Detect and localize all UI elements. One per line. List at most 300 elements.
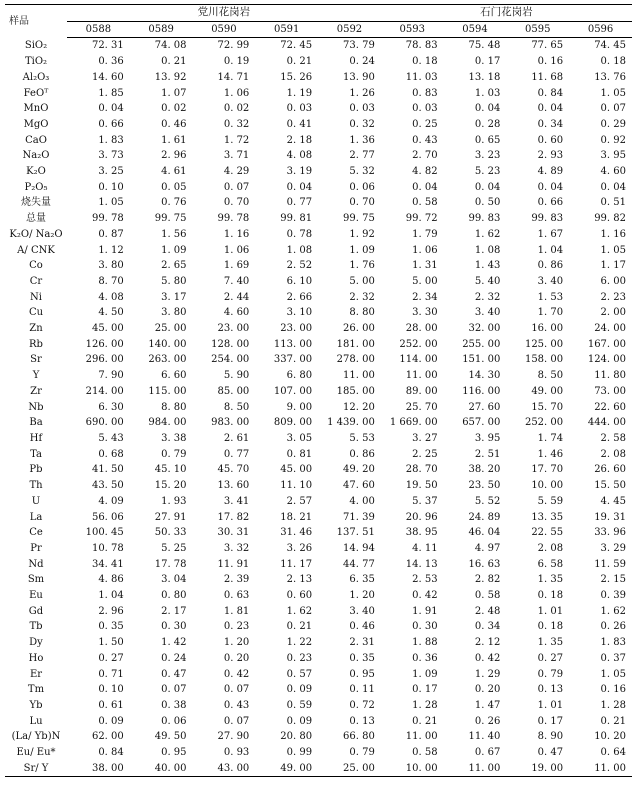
table-cell: 6. 35 (349, 574, 375, 586)
table-cell: 0. 09 (286, 684, 313, 696)
table-row (5, 384, 632, 400)
table-cell: 167. 00 (587, 338, 626, 350)
table-cell: 0. 64 (600, 747, 626, 759)
table-cell: 0. 42 (412, 590, 438, 602)
table-cell: 0. 58 (412, 747, 438, 759)
table-cell: 1. 28 (412, 699, 438, 711)
table-cell: 23. 00 (280, 323, 313, 335)
table-cell: 1. 67 (537, 228, 564, 240)
table-cell: 0. 06 (161, 715, 187, 727)
table-cell: 18. 21 (280, 511, 313, 523)
sample-label-header: 样品 (5, 5, 67, 38)
row-label: Na₂O (22, 150, 50, 162)
table-cell: 0. 05 (161, 181, 187, 193)
table-cell: 0. 86 (537, 260, 564, 272)
table-cell: 1. 19 (286, 87, 313, 99)
table-cell: 2. 12 (474, 637, 501, 649)
table-cell: 3. 19 (286, 166, 313, 178)
table-row (5, 54, 632, 70)
table-cell: 1 669. 00 (389, 417, 438, 429)
table-cell: 1. 35 (537, 637, 564, 649)
table-cell: 0. 93 (223, 747, 250, 759)
table-cell: 140. 00 (148, 338, 187, 350)
row-label: Nb (28, 401, 44, 413)
table-cell: 2. 58 (600, 432, 626, 444)
table-cell: 6. 10 (286, 275, 313, 287)
table-cell: 12. 20 (343, 401, 375, 413)
table-cell: 17. 82 (217, 511, 250, 523)
table-cell: 11. 91 (217, 558, 250, 570)
table-row (5, 651, 632, 667)
table-row (5, 525, 632, 541)
table-cell: 34. 41 (91, 558, 124, 570)
row-label: Dy (29, 637, 43, 649)
table-cell: 8. 70 (98, 275, 124, 287)
table-cell: 1. 09 (349, 244, 375, 256)
table-row (5, 431, 632, 447)
table-cell: 26. 60 (594, 464, 626, 476)
table-row (5, 447, 632, 463)
table-cell: 3. 25 (98, 166, 124, 178)
table-cell: 2. 08 (537, 542, 564, 554)
row-label: Zr (30, 385, 42, 397)
table-cell: 0. 32 (223, 118, 250, 130)
table-cell: 3. 05 (286, 432, 313, 444)
table-cell: 2. 34 (412, 291, 438, 303)
sample-id-header: 0595 (506, 21, 569, 38)
row-label: K₂O (26, 166, 46, 178)
table-cell: 28. 00 (405, 323, 438, 335)
table-cell: 0. 03 (286, 103, 313, 115)
table-cell: 1. 04 (98, 590, 124, 602)
table-cell: 17. 78 (154, 558, 187, 570)
table-cell: 3. 40 (474, 307, 501, 319)
row-label: Ba (29, 417, 43, 429)
table-cell: 62. 00 (91, 731, 124, 743)
table-cell: 0. 10 (98, 684, 124, 696)
table-cell: 11. 00 (405, 731, 438, 743)
table-cell: 2. 39 (223, 574, 250, 586)
row-label: MgO (23, 118, 49, 130)
table-cell: 15. 50 (594, 480, 626, 492)
table-cell: 0. 76 (161, 197, 187, 209)
table-cell: 7. 90 (98, 370, 124, 382)
table-cell: 2. 65 (161, 260, 187, 272)
table-cell: 4. 60 (223, 307, 250, 319)
table-cell: 3. 95 (474, 432, 501, 444)
table-row (5, 494, 632, 510)
table-cell: 2. 53 (412, 574, 438, 586)
table-cell: 24. 00 (594, 323, 626, 335)
table-cell: 3. 40 (537, 275, 564, 287)
row-label: K₂O/ Na₂O (9, 228, 63, 240)
table-cell: 89. 00 (405, 385, 438, 397)
table-cell: 1. 05 (600, 244, 626, 256)
table-cell: 0. 66 (98, 118, 124, 130)
row-label: Hf (29, 432, 43, 444)
table-cell: 2. 08 (600, 448, 626, 460)
table-cell: 0. 21 (286, 621, 313, 633)
table-cell: 0. 04 (474, 103, 501, 115)
table-row (5, 572, 632, 588)
table-cell: 3. 10 (286, 307, 313, 319)
table-cell: 0. 20 (223, 652, 250, 664)
table-cell: 45. 70 (217, 464, 250, 476)
table-cell: 0. 17 (412, 684, 438, 696)
table-cell: 2. 00 (600, 307, 626, 319)
table-cell: 263. 00 (148, 354, 187, 366)
table-row (5, 635, 632, 651)
table-row (5, 117, 632, 133)
table-cell: 0. 87 (98, 228, 124, 240)
table-cell: 0. 35 (98, 621, 124, 633)
table-cell: 4. 08 (98, 291, 124, 303)
table-body (5, 38, 632, 777)
table-cell: 100. 45 (85, 527, 124, 539)
table-cell: 43. 00 (193, 761, 256, 777)
row-label: CaO (25, 134, 47, 146)
table-cell: 24. 89 (468, 511, 501, 523)
table-cell: 1. 17 (600, 260, 626, 272)
table-cell: 2. 57 (286, 495, 313, 507)
table-cell: 0. 60 (537, 134, 564, 146)
table-cell: 124. 00 (587, 354, 626, 366)
table-row (5, 243, 632, 259)
table-row (5, 164, 632, 180)
table-cell: 2. 51 (474, 448, 501, 460)
table-cell: 6. 58 (537, 558, 564, 570)
table-cell: 984. 00 (148, 417, 187, 429)
group-header-dangchuan: 党川花岗岩 (67, 5, 381, 22)
table-row (5, 101, 632, 117)
table-cell: 0. 37 (600, 652, 626, 664)
table-cell: 0. 16 (537, 56, 564, 68)
table-cell: 0. 83 (412, 87, 438, 99)
row-label: TiO₂ (24, 56, 48, 68)
table-cell: 44. 77 (343, 558, 375, 570)
row-label: Th (29, 480, 43, 492)
table-cell: 1. 76 (349, 260, 375, 272)
table-cell: 19. 31 (594, 511, 626, 523)
table-cell: 0. 86 (349, 448, 375, 460)
table-row (5, 729, 632, 745)
table-cell: 38. 95 (405, 527, 438, 539)
table-row (5, 305, 632, 321)
table-cell: 2. 96 (161, 150, 187, 162)
row-label: Lu (29, 715, 43, 727)
table-row (5, 557, 632, 573)
sample-id-header: 0593 (381, 21, 444, 38)
table-cell: 657. 00 (462, 417, 501, 429)
table-cell: 99. 78 (91, 213, 124, 225)
table-cell: 137. 51 (336, 527, 375, 539)
table-cell: 0. 72 (349, 699, 375, 711)
table-cell: 27. 60 (468, 401, 501, 413)
table-cell: 45. 10 (154, 464, 187, 476)
table-cell: 0. 81 (286, 448, 313, 460)
table-cell: 38. 00 (67, 761, 130, 777)
table-cell: 0. 02 (161, 103, 187, 115)
table-cell: 1. 28 (600, 699, 626, 711)
table-row (5, 510, 632, 526)
row-label: La (29, 511, 43, 523)
row-label: Eu (29, 590, 43, 602)
row-label: Eu/ Eu* (16, 747, 56, 759)
table-cell: 2. 15 (600, 574, 626, 586)
table-cell: 11. 00 (405, 370, 438, 382)
row-label: SiO₂ (24, 40, 48, 52)
table-cell: 0. 07 (223, 684, 250, 696)
table-cell: 2. 44 (223, 291, 250, 303)
table-cell: 1. 62 (600, 605, 626, 617)
table-cell: 15. 70 (531, 401, 564, 413)
table-row (5, 478, 632, 494)
table-cell: 7. 40 (223, 275, 250, 287)
table-cell: 3. 41 (223, 495, 250, 507)
table-cell: 3. 17 (161, 291, 187, 303)
table-cell: 1. 70 (537, 307, 564, 319)
table-cell: 278. 00 (336, 354, 375, 366)
table-row (5, 698, 632, 714)
table-cell: 4. 97 (474, 542, 501, 554)
table-row (5, 604, 632, 620)
table-cell: 5. 40 (474, 275, 501, 287)
table-cell: 1. 31 (412, 260, 438, 272)
table-cell: 0. 70 (349, 197, 375, 209)
table-cell: 4. 00 (349, 495, 375, 507)
table-cell: 3. 32 (223, 542, 250, 554)
table-cell: 1. 09 (161, 244, 187, 256)
table-cell: 5. 37 (412, 495, 438, 507)
table-cell: 4. 86 (98, 574, 124, 586)
table-cell: 158. 00 (524, 354, 564, 366)
table-cell: 0. 42 (223, 668, 250, 680)
sample-id-header: 0594 (444, 21, 507, 38)
table-cell: 115. 00 (148, 385, 187, 397)
table-cell: 0. 17 (474, 56, 501, 68)
table-row (5, 682, 632, 698)
table-cell: 0. 60 (286, 590, 313, 602)
table-cell: 2. 23 (600, 291, 626, 303)
table-cell: 11. 68 (531, 71, 564, 83)
table-cell: 1. 62 (286, 605, 313, 617)
table-cell: 2. 70 (412, 150, 438, 162)
table-cell: 107. 00 (273, 385, 313, 397)
row-label: Gd (28, 605, 44, 617)
table-cell: 46. 04 (468, 527, 501, 539)
table-cell: 0. 06 (349, 181, 375, 193)
table-cell: 2. 32 (349, 291, 375, 303)
table-cell: 1. 06 (223, 244, 250, 256)
table-cell: 1. 09 (412, 668, 438, 680)
table-cell: 43. 50 (91, 480, 124, 492)
table-cell: 45. 00 (280, 464, 313, 476)
table-cell: 0. 95 (161, 747, 187, 759)
table-row (5, 352, 632, 368)
table-cell: 99. 81 (280, 213, 313, 225)
table-cell: 0. 29 (600, 118, 626, 130)
table-cell: 0. 20 (474, 684, 501, 696)
table-cell: 126. 00 (85, 338, 124, 350)
table-cell: 0. 21 (412, 715, 438, 727)
table-cell: 28. 70 (405, 464, 438, 476)
table-cell: 5. 32 (349, 166, 375, 178)
table-cell: 0. 63 (223, 590, 250, 602)
row-label: Tb (29, 621, 43, 633)
table-cell: 0. 39 (600, 590, 626, 602)
table-cell: 1. 50 (98, 637, 124, 649)
table-cell: 5. 52 (474, 495, 501, 507)
row-label: Er (29, 668, 43, 680)
table-cell: 0. 07 (223, 181, 250, 193)
table-cell: 128. 00 (211, 338, 250, 350)
table-cell: 10. 00 (531, 480, 564, 492)
table-cell: 1. 05 (98, 197, 124, 209)
table-cell: 1. 05 (600, 668, 626, 680)
geochemistry-table (5, 4, 632, 777)
table-row (5, 714, 632, 730)
table-cell: 0. 92 (600, 134, 626, 146)
table-cell: 0. 09 (286, 715, 313, 727)
table-cell: 2. 52 (286, 260, 313, 272)
table-row (5, 321, 632, 337)
table-row (5, 211, 632, 227)
table-cell: 2. 66 (286, 291, 313, 303)
table-cell: 10. 20 (594, 731, 626, 743)
table-cell: 41. 50 (91, 464, 124, 476)
row-label: (La/ Yb)N (11, 731, 61, 743)
table-cell: 22. 55 (531, 527, 564, 539)
table-cell: 99. 78 (217, 213, 250, 225)
row-label: Pb (29, 464, 43, 476)
table-cell: 0. 02 (223, 103, 250, 115)
table-cell: 14. 13 (405, 558, 438, 570)
table-cell: 47. 60 (343, 480, 375, 492)
row-label: Co (29, 260, 43, 272)
table-cell: 185. 00 (336, 385, 375, 397)
table-cell: 1. 93 (161, 495, 187, 507)
table-cell: 0. 77 (286, 197, 313, 209)
table-cell: 0. 38 (161, 699, 187, 711)
table-cell: 1. 79 (412, 228, 438, 240)
table-cell: 1. 04 (537, 244, 564, 256)
table-cell: 14. 94 (343, 542, 375, 554)
table-cell: 0. 77 (223, 448, 250, 460)
table-cell: 0. 04 (474, 181, 501, 193)
table-cell: 0. 10 (98, 181, 124, 193)
table-cell: 1. 20 (349, 590, 375, 602)
table-cell: 11. 03 (405, 71, 438, 83)
table-cell: 5. 59 (537, 495, 564, 507)
table-cell: 0. 24 (161, 652, 187, 664)
table-cell: 0. 09 (98, 715, 124, 727)
table-cell: 5. 90 (223, 370, 250, 382)
table-cell: 85. 00 (217, 385, 250, 397)
table-cell: 0. 18 (537, 621, 564, 633)
table-cell: 13. 18 (468, 71, 501, 83)
table-cell: 99. 75 (343, 213, 375, 225)
table-cell: 0. 21 (161, 56, 187, 68)
table-cell: 3. 30 (412, 307, 438, 319)
table-cell: 125. 00 (524, 338, 564, 350)
table-cell: 3. 73 (98, 150, 124, 162)
table-cell: 0. 51 (600, 197, 626, 209)
row-label: 烧失量 (21, 197, 51, 209)
table-cell: 6. 60 (161, 370, 187, 382)
table-cell: 3. 40 (349, 605, 375, 617)
row-label: Y (32, 370, 40, 382)
table-cell: 3. 38 (161, 432, 187, 444)
table-cell: 0. 18 (600, 56, 626, 68)
table-cell: 0. 04 (98, 103, 124, 115)
table-cell: 0. 80 (161, 590, 187, 602)
table-cell: 4. 50 (98, 307, 124, 319)
table-cell: 5. 00 (349, 275, 375, 287)
table-cell: 1. 46 (537, 448, 564, 460)
table-row (5, 337, 632, 353)
table-cell: 15. 20 (154, 480, 187, 492)
table-cell: 0. 30 (412, 621, 438, 633)
table-row (5, 86, 632, 102)
table-cell: 30. 31 (217, 527, 250, 539)
row-label: Ce (29, 527, 43, 539)
table-cell: 0. 70 (223, 197, 250, 209)
table-cell: 11. 00 (444, 761, 507, 777)
table-cell: 0. 04 (537, 181, 564, 193)
table-cell: 4. 08 (286, 150, 313, 162)
table-cell: 38. 20 (468, 464, 501, 476)
table-cell: 0. 23 (223, 621, 250, 633)
table-cell: 2. 93 (537, 150, 564, 162)
table-cell: 23. 00 (217, 323, 250, 335)
table-cell: 0. 23 (286, 652, 313, 664)
table-cell: 1. 06 (223, 87, 250, 99)
table-cell: 690. 00 (85, 417, 124, 429)
row-label: Ni (30, 291, 42, 303)
table-cell: 4. 09 (98, 495, 124, 507)
table-cell: 31. 46 (280, 527, 313, 539)
table-row (5, 619, 632, 635)
table-cell: 4. 11 (412, 542, 438, 554)
table-cell: 0. 03 (349, 103, 375, 115)
table-cell: 72. 99 (217, 40, 250, 52)
table-cell: 25. 70 (405, 401, 438, 413)
table-cell: 252. 00 (399, 338, 438, 350)
table-cell: 2. 96 (98, 605, 124, 617)
table-cell: 1. 08 (286, 244, 313, 256)
table-cell: 0. 42 (474, 652, 501, 664)
table-cell: 114. 00 (399, 354, 438, 366)
row-label: 总量 (26, 213, 46, 225)
table-cell: 77. 65 (531, 40, 564, 52)
table-cell: 99. 75 (154, 213, 187, 225)
table-cell: 1. 56 (161, 228, 187, 240)
table-cell: 0. 35 (349, 652, 375, 664)
table-cell: 214. 00 (85, 385, 124, 397)
table-cell: 1. 08 (474, 244, 501, 256)
table-cell: 0. 58 (412, 197, 438, 209)
table-cell: 1. 88 (412, 637, 438, 649)
table-cell: 296. 00 (85, 354, 124, 366)
table-cell: 1. 35 (537, 574, 564, 586)
table-cell: 0. 34 (474, 621, 501, 633)
table-cell: 1. 20 (223, 637, 250, 649)
table-cell: 3. 29 (600, 542, 626, 554)
row-label: FeOᵀ (23, 87, 49, 99)
table-cell: 5. 43 (98, 432, 124, 444)
table-cell: 1. 29 (474, 668, 501, 680)
table-cell: 0. 07 (161, 684, 187, 696)
